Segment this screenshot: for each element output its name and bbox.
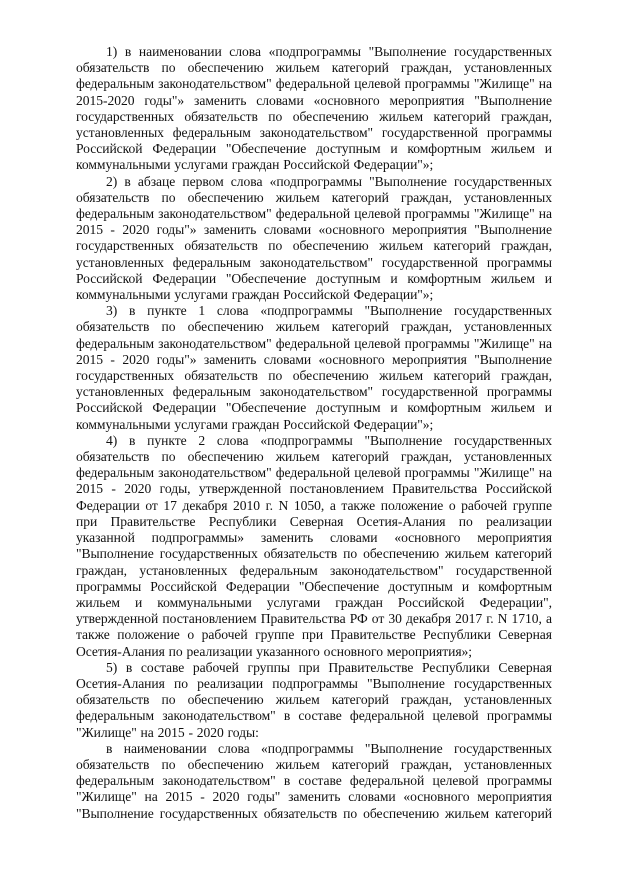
paragraph-3: 3) в пункте 1 слова «подпрограммы "Выполнение государственных обязательств по обеспечению жильем категорий граждан, установленных федеральным законодательством" федеральной целевой программы "Жилище" на 2015 - 2020 годы"» заменить словами «основного мероприятия "Выполнение государственных обязательств по обеспечению жильем категорий граждан, установленных федеральным законодательством" государственной программы Российской Федерации "Обеспечение доступным и комфортным жильем и коммунальными услугами граждан Российской Федерации"»; (76, 303, 552, 432)
paragraph-6: в наименовании слова «подпрограммы "Выполнение государственных обязательств по обеспечению жильем категорий граждан, установленных федеральным законодательством" в составе федеральной целевой программы "Жилище" на 2015 - 2020 годы" заменить словами «основного мероприятия "Выполнение государственных обязательств по обеспечению жильем категорий (76, 740, 552, 821)
paragraph-1: 1) в наименовании слова «подпрограммы "Выполнение государственных обязательств по обеспечению жильем категорий граждан, установленных федеральным законодательством" федеральной целевой программы "Жилище" на 2015-2020 годы"» заменить словами «основного мероприятия "Выполнение государственных обязательств по обеспечению жильем категорий граждан, установленных федеральным законодательством" государственной программы Российской Федерации "Обеспечение доступным и комфортным жильем и коммунальными услугами граждан Российской Федерации"»; (76, 44, 552, 173)
paragraph-2: 2) в абзаце первом слова «подпрограммы "Выполнение государственных обязательств по обеспечению жильем категорий граждан, установленных федеральным законодательством" федеральной целевой программы "Жилище" на 2015 - 2020 годы"» заменить словами «основного мероприятия "Выполнение государственных обязательств по обеспечению жильем категорий граждан, установленных федеральным законодательством" государственной программы Российской Федерации "Обеспечение доступным и комфортным жильем и коммунальными услугами граждан Российской Федерации"»; (76, 173, 552, 303)
paragraph-4: 4) в пункте 2 слова «подпрограммы "Выполнение государственных обязательств по обеспечению жильем категорий граждан, установленных федеральным законодательством" федеральной целевой программы "Жилище" на 2015 - 2020 годы, утвержденной постановлением Правительства Российской Федерации от 17 декабря 2010 г. N 1050, а также положение о рабочей группе при Правительстве Республики Северная Осетия-Алания по реализации указанной подпрограммы» заменить словами «основного мероприятия "Выполнение государственных обязательств по обеспечению жильем категорий граждан, установленных федеральным законодательством" государственной программы Российской Федерации "Обеспечение доступным и комфортным жильем и коммунальными услугами граждан Российской Федерации", утвержденной постановлением Правительства РФ от 30 декабря 2017 г. N 1710, а также положение о рабочей группе при Правительстве Республики Северная Осетия-Алания по реализации указанного основного мероприятия»; (76, 432, 552, 659)
document-page (76, 44, 552, 822)
paragraph-5: 5) в составе рабочей группы при Правительстве Республики Северная Осетия-Алания по реализации подпрограммы "Выполнение государственных обязательств по обеспечению жильем категорий граждан, установленных федеральным законодательством" в составе федеральной целевой программы "Жилище" на 2015 - 2020 годы: (76, 659, 552, 740)
